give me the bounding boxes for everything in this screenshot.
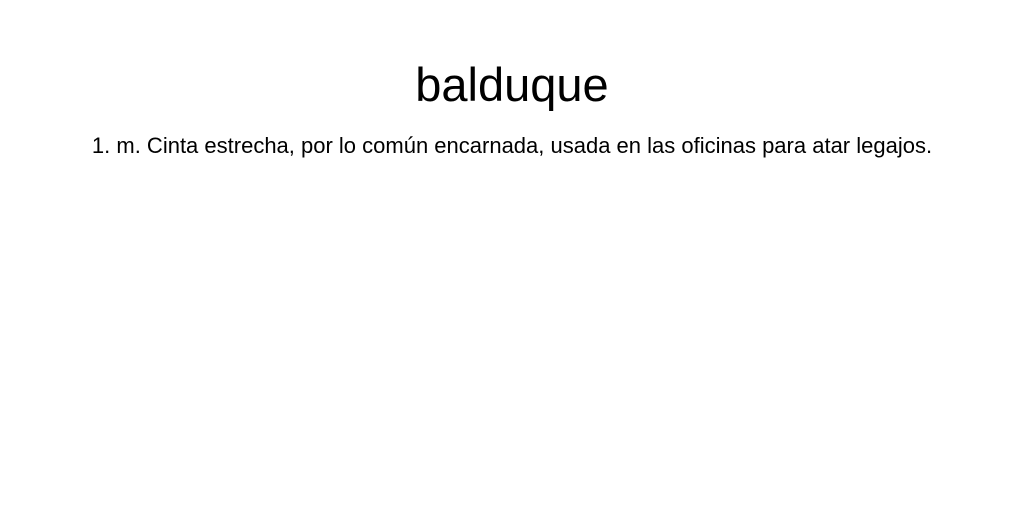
entry-definition: 1. m. Cinta estrecha, por lo común encarnada, usada en las oficinas para atar legajos. [91, 133, 933, 158]
entry-headword: balduque [415, 58, 609, 111]
